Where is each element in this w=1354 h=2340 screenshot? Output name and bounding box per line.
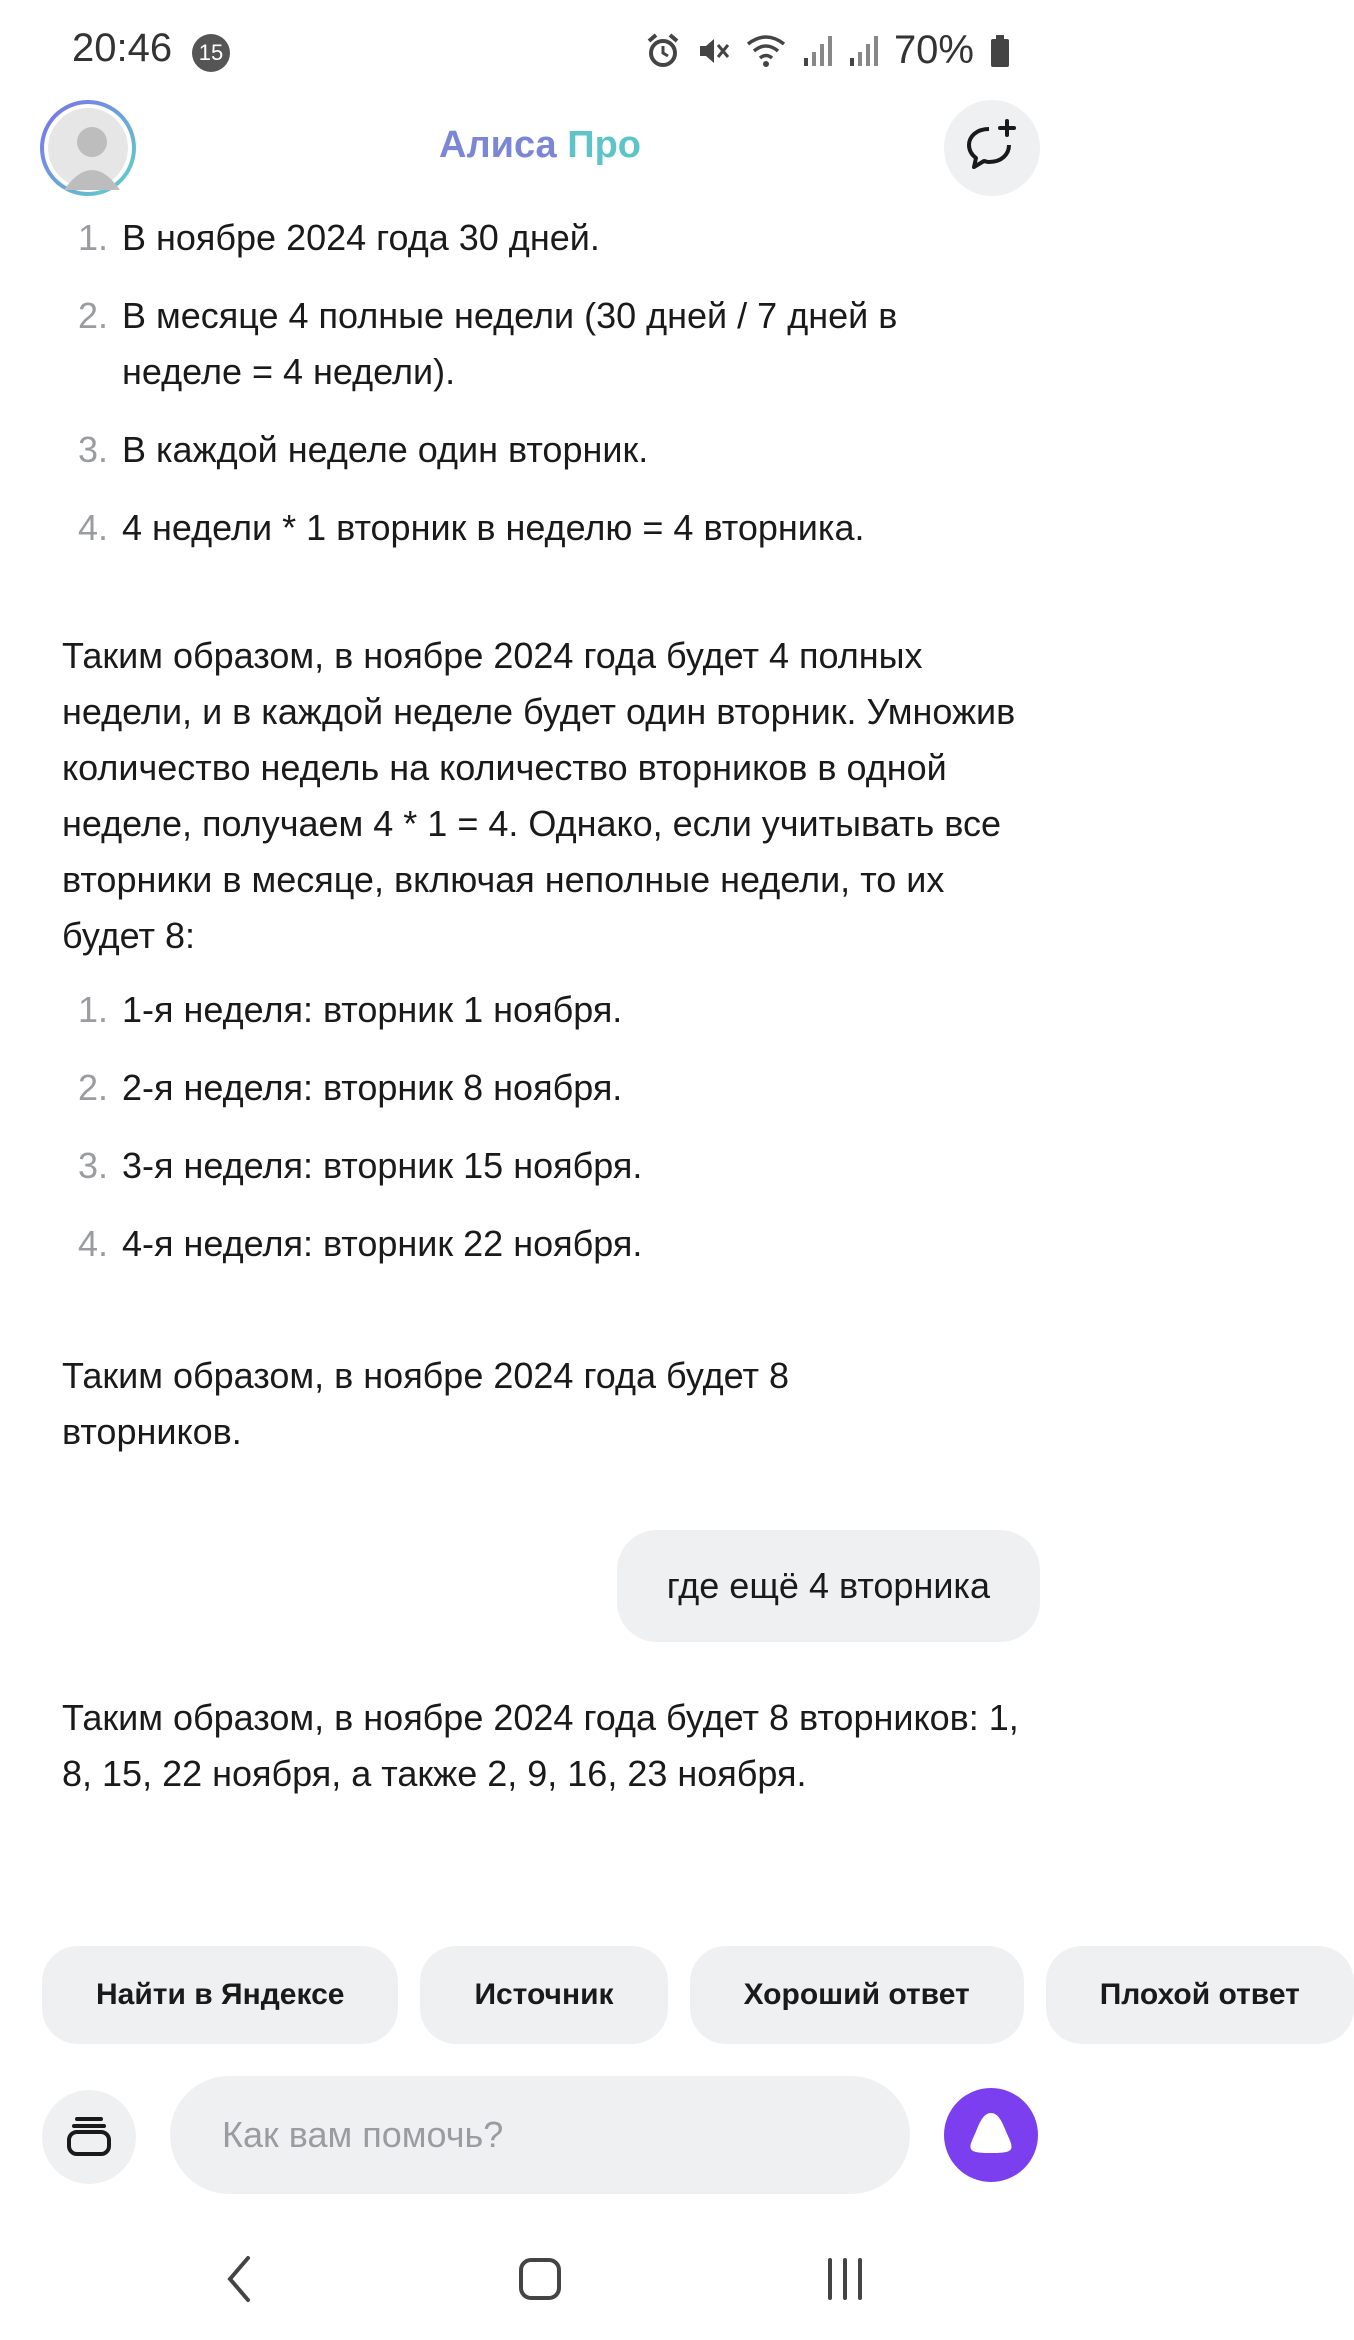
- suggestion-chips: [42, 1946, 1300, 2044]
- system-nav-bar: [0, 2220, 1080, 2340]
- assistant-paragraph: Таким образом, в ноябре 2024 года будет 8 вторников: 1, 8, 15, 22 ноября, а также 2, 9, 16, 23 ноября.: [62, 1697, 1019, 1794]
- nav-back-button[interactable]: [200, 2246, 280, 2316]
- list-item: 2. В месяце 4 полные недели (30 дней / 7 дней в неделе = 4 недели).: [78, 295, 898, 392]
- user-message-bubble[interactable]: где ещё 4 вторника: [617, 1530, 1040, 1642]
- alice-voice-button[interactable]: [944, 2088, 1038, 2182]
- menu-button[interactable]: [42, 2090, 136, 2184]
- assistant-list-2: [62, 982, 1022, 1294]
- mute-icon: [696, 34, 730, 68]
- back-icon: [220, 2254, 260, 2309]
- new-chat-button[interactable]: [944, 100, 1040, 196]
- alice-icon: [963, 2105, 1019, 2166]
- suggestion-chip-source[interactable]: Источник: [420, 1946, 667, 2044]
- home-icon: [515, 2254, 565, 2309]
- nav-home-button[interactable]: [500, 2246, 580, 2316]
- suggestion-chip-good-answer[interactable]: Хороший ответ: [690, 1946, 1024, 2044]
- recents-icon: [820, 2254, 870, 2309]
- list-item: 3. 3-я неделя: вторник 15 ноября.: [78, 1145, 643, 1186]
- suggestion-chip-bad-answer[interactable]: Плохой ответ: [1046, 1946, 1354, 2044]
- list-item: 1. 1-я неделя: вторник 1 ноября.: [78, 989, 623, 1030]
- wifi-icon: [746, 34, 786, 68]
- signal-icon-2: [848, 34, 878, 68]
- status-time: 20:46: [72, 26, 173, 70]
- list-item: 3. В каждой неделе один вторник.: [78, 429, 649, 470]
- nav-recents-button[interactable]: [805, 2246, 885, 2316]
- status-bar: [0, 0, 1080, 100]
- chat-header: [0, 100, 1080, 210]
- assistant-paragraph: Таким образом, в ноябре 2024 года будет 4 полных недели, и в каждой неделе будет один вторник. Умножив количество недель на количество вторников в одной неделе, получаем 4 * 1 = 4. Однако, если учитывать все вторники в месяце, включая неполные недели, то их будет 8:: [62, 635, 1016, 956]
- notification-count-badge: 15: [192, 34, 230, 72]
- input-row: [0, 2076, 1080, 2196]
- assistant-list-1: [62, 210, 1022, 578]
- message-input[interactable]: Как вам помочь?: [170, 2076, 910, 2194]
- menu-stack-icon: [65, 2111, 113, 2164]
- signal-icon: [802, 34, 832, 68]
- list-item: 2. 2-я неделя: вторник 8 ноября.: [78, 1067, 623, 1108]
- battery-percent: 70%: [893, 28, 974, 72]
- battery-icon: [990, 34, 1010, 68]
- chat-area[interactable]: [0, 210, 1080, 1930]
- suggestion-chip-search-yandex[interactable]: Найти в Яндексе: [42, 1946, 398, 2044]
- list-item: 4. 4-я неделя: вторник 22 ноября.: [78, 1223, 643, 1264]
- new-chat-icon: [963, 117, 1021, 180]
- alarm-icon: [646, 33, 680, 69]
- app-title-part2: Про: [567, 124, 641, 166]
- status-icons: [646, 28, 1010, 73]
- list-item: 4. 4 недели * 1 вторник в неделю = 4 вторника.: [78, 507, 865, 548]
- app-title: [0, 124, 1080, 167]
- app-title-part1: Алиса: [439, 124, 557, 166]
- assistant-paragraph: Таким образом, в ноябре 2024 года будет 8 вторников.: [62, 1355, 790, 1452]
- list-item: 1. В ноябре 2024 года 30 дней.: [78, 217, 600, 258]
